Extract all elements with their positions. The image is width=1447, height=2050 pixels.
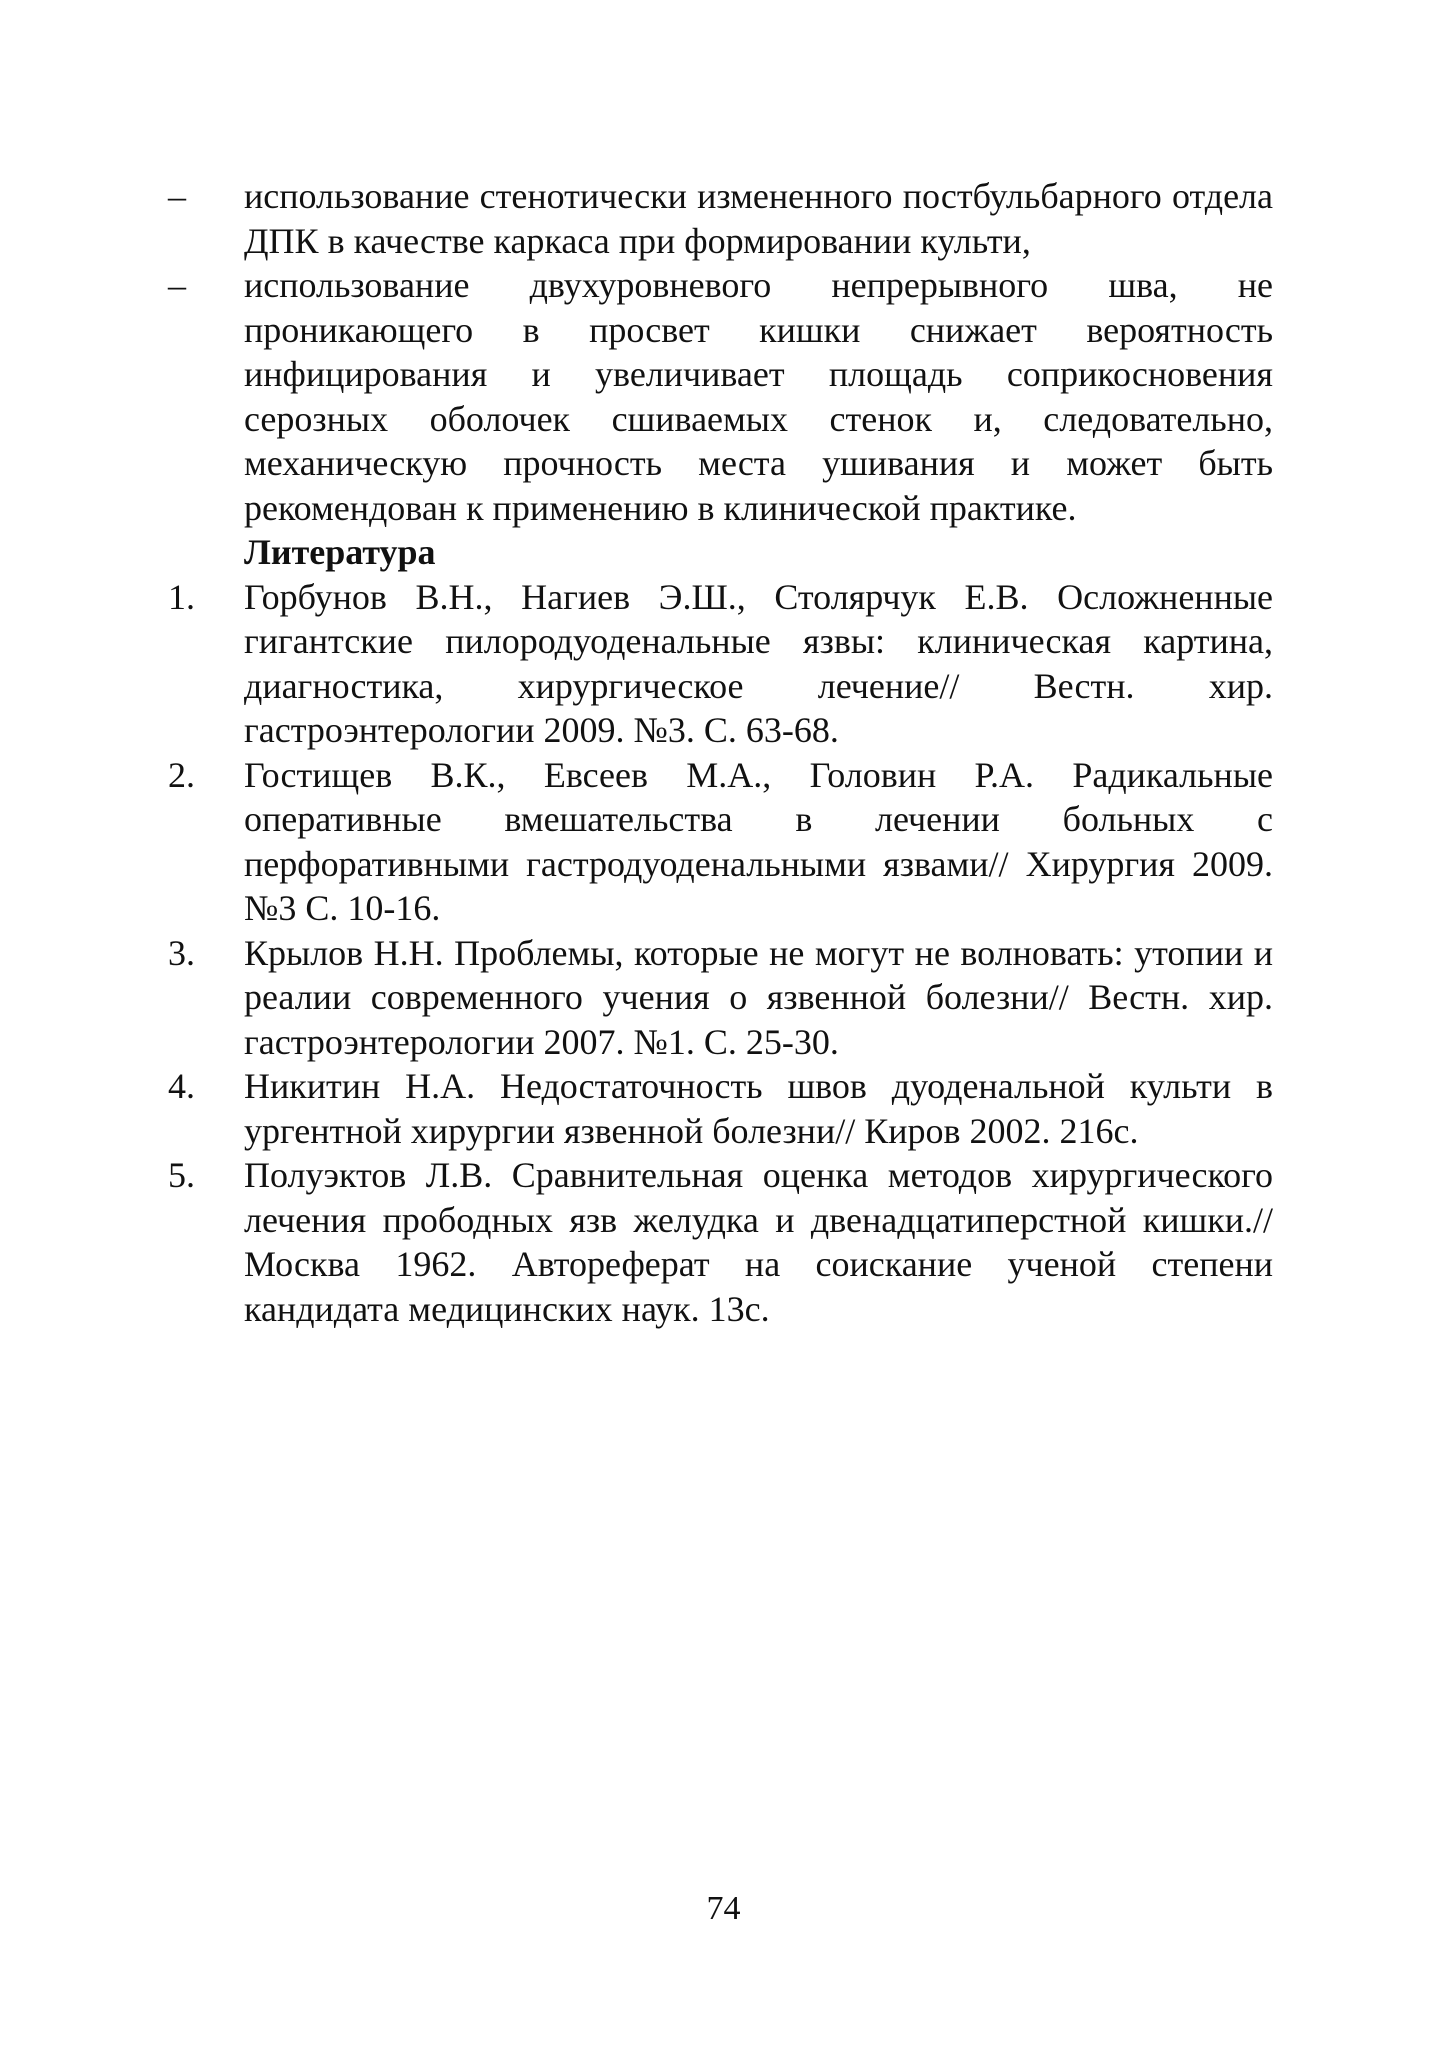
- dash-marker: –: [168, 176, 186, 216]
- reference-text: Гостищев В.К., Евсеев М.А., Головин Р.А. Радикальные оперативные вмешательства в лечении больных с перфоративными гастродуоденальными язвами// Хирургия 2009. №3 С. 10-16.: [244, 754, 1273, 928]
- page-number: 74: [706, 1890, 741, 1927]
- reference-item: [168, 931, 1273, 1065]
- reference-text: Крылов Н.Н. Проблемы, которые не могут не волновать: утопии и реалии современного учения о язвенной болезни// Вестн. хир. гастроэнтерологии 2007. №1. С. 25-30.: [244, 932, 1273, 1062]
- reference-text: Полуэктов Л.В. Сравнительная оценка методов хирургического лечения прободных язв желудка и двенадцатиперстной кишки.// Москва 1962. Автореферат на соискание ученой степени кандидата медицинских наук. 13с.: [244, 1155, 1273, 1329]
- page-content: [168, 174, 1273, 1331]
- reference-item: [168, 753, 1273, 931]
- reference-text: Никитин Н.А. Недостаточность швов дуоденальной культи в ургентной хирургии язвенной болезни// Киров 2002. 216с.: [244, 1066, 1273, 1151]
- reference-number: 2.: [168, 754, 195, 795]
- reference-item: [168, 575, 1273, 753]
- reference-text: Горбунов В.Н., Нагиев Э.Ш., Столярчук Е.В. Осложненные гигантские пилородуоденальные язвы: клиническая картина, диагностика, хирургическое лечение// Вестн. хир. гастроэнтерологии 2009. №3. С. 63-68.: [244, 576, 1273, 750]
- dash-marker: –: [168, 265, 186, 305]
- bullet-item: [168, 174, 1273, 263]
- reference-item: [168, 1153, 1273, 1331]
- bullet-item: [168, 263, 1273, 530]
- bullet-text: использование стенотически измененного постбульбарного отдела ДПК в качестве каркаса при формировании культи,: [244, 176, 1273, 261]
- reference-number: 1.: [168, 576, 195, 617]
- reference-number: 3.: [168, 932, 195, 973]
- bullet-text: использование двухуровневого непрерывного шва, не проникающего в просвет кишки снижает вероятность инфицирования и увеличивает площадь соприкосновения серозных оболочек сшиваемых стенок и, следовательно, механическую прочность места ушивания и может быть рекомендован к применению в клинической практике.: [244, 265, 1273, 528]
- reference-number: 4.: [168, 1066, 195, 1106]
- reference-number: 5.: [168, 1155, 195, 1195]
- reference-item: [168, 1064, 1273, 1153]
- literature-heading: Литература: [244, 532, 436, 572]
